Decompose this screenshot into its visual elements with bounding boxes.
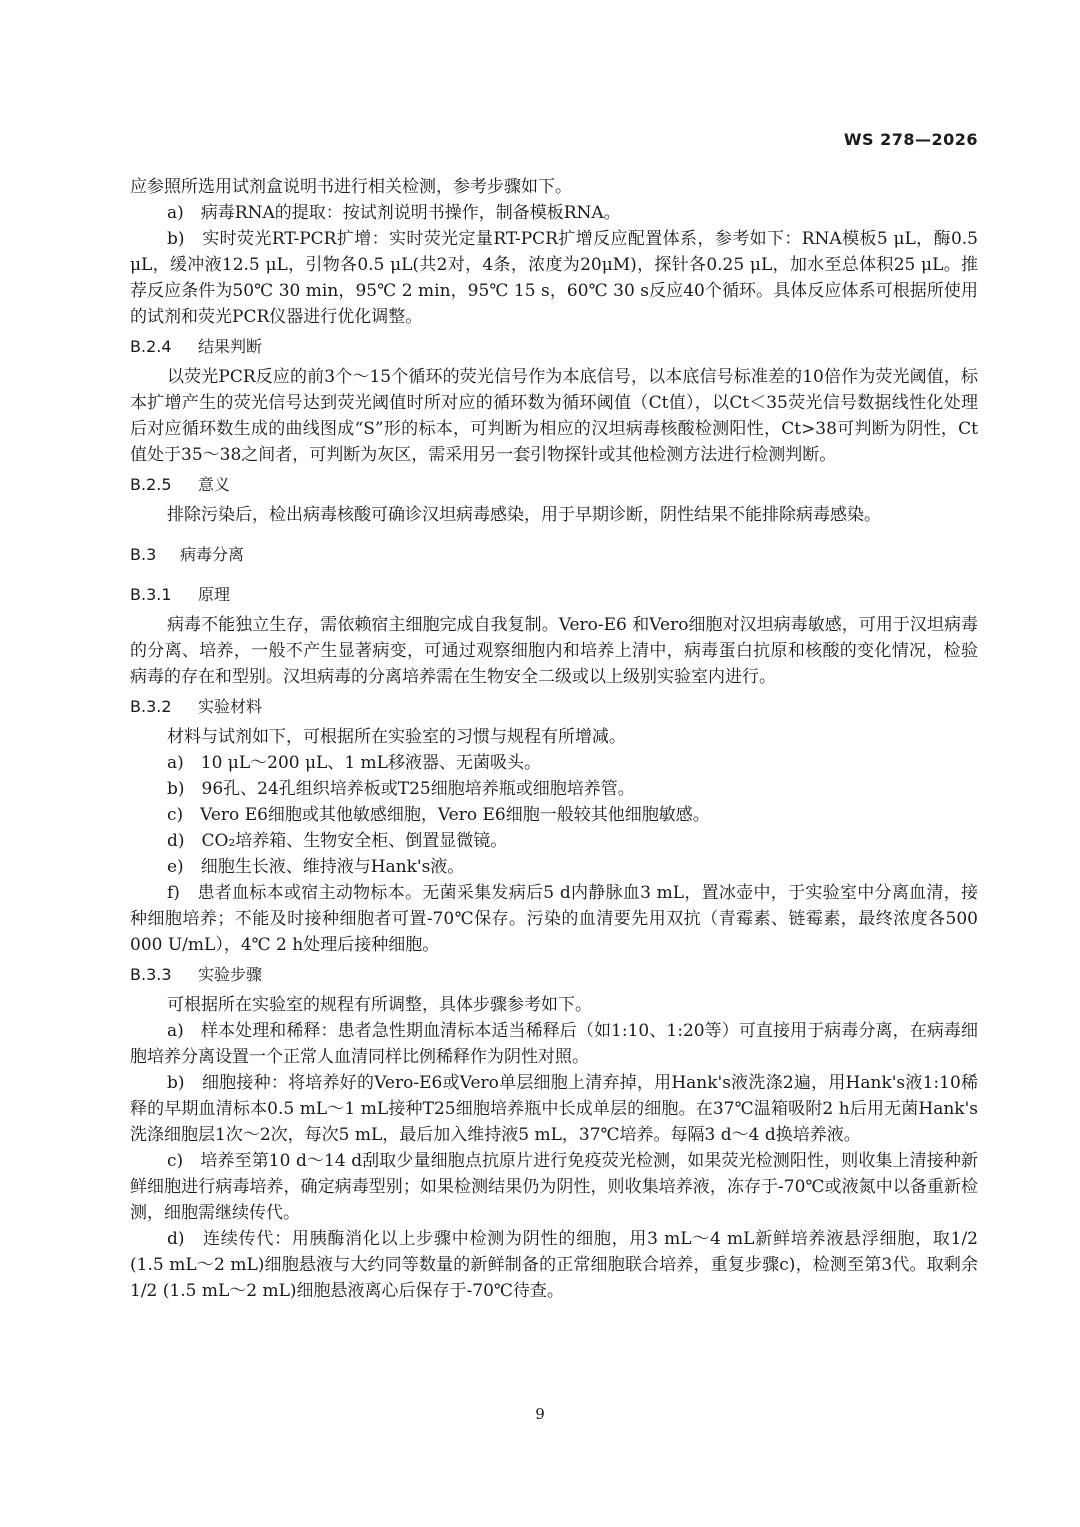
page-number: 9 [535, 1405, 545, 1423]
section-number: B.3.2 [130, 697, 172, 716]
b32-item-b: b) 96孔、24孔组织培养板或T25细胞培养瓶或细胞培养管。 [167, 779, 635, 799]
section-number: B.2.5 [130, 475, 172, 494]
section-heading-b24 [130, 330, 978, 364]
b24-paragraph: 以荧光PCR反应的前3个～15个循环的荧光信号作为本底信号，以本底信号标准差的10倍作为荧光阈值，标本扩增产生的荧光信号达到荧光阈值时所对应的循环数为循环阈值（Ct值），以Ct＜35荧光信号数据线性化处理后对应循环数生成的曲线图成“S”形的标本，可判断为相应的汉坦病毒核酸检测阳性，Ct>38可判断为阴性，Ct值处于35～38之间者，可判断为灰区，需采用另一套引物探针或其他检测方法进行检测判断。 [130, 367, 978, 465]
section-title: 实验步骤 [198, 965, 263, 984]
b25-paragraph: 排除污染后，检出病毒核酸可确诊汉坦病毒感染，用于早期诊断，阴性结果不能排除病毒感染。 [167, 505, 881, 525]
b33-item-b: b) 细胞接种：将培养好的Vero-E6或Vero单层细胞上清弃掉，用Hank's液洗涤2遍，用Hank's液1:10稀释的早期血清标本0.5 mL～1 mL接种T25细胞培养瓶中长成单层的细胞。在37℃温箱吸附2 h后用无菌Hank's洗涤细胞层1次～2次，每次5 mL，最后加入维持液5 mL，37℃培养。每隔3 d～4 d换培养液。 [130, 1073, 978, 1145]
section-heading-b32 [130, 690, 978, 724]
section-number: B.3 [130, 545, 157, 564]
section-heading-b3 [130, 528, 978, 578]
section-number: B.3.1 [130, 585, 172, 604]
intro-item-b: b) 实时荧光RT-PCR扩增：实时荧光定量RT-PCR扩增反应配置体系，参考如下：RNA模板5 μL，酶0.5 μL，缓冲液12.5 μL，引物各0.5 μL(共2对，4条，浓度为20μM)，探针各0.25 μL，加水至总体积25 μL。推荐反应条件为50℃ 30 min，95℃ 2 min，95℃ 15 s，60℃ 30 s反应40个循环。具体反应体系可根据所使用的试剂和荧光PCR仪器进行优化调整。 [130, 229, 978, 327]
b33-lead: 可根据所在实验室的规程有所调整，具体步骤参考如下。 [167, 995, 592, 1015]
section-title: 结果判断 [198, 337, 263, 356]
intro-item-a: a) 病毒RNA的提取：按试剂说明书操作，制备模板RNA。 [167, 203, 621, 223]
section-title: 意义 [198, 475, 231, 494]
b32-item-f: f) 患者血标本或宿主动物标本。无菌采集发病后5 d内静脉血3 mL，置冰壶中，于实验室中分离血清，接种细胞培养；不能及时接种细胞者可置-70℃保存。污染的血清要先用双抗（青霉素、链霉素，最终浓度各500 000 U/mL），4℃ 2 h处理后接种细胞。 [130, 883, 978, 955]
document-id-header: WS 278—2026 [843, 130, 978, 149]
b32-item-e: e) 细胞生长液、维持液与Hank's液。 [167, 857, 465, 877]
section-title: 实验材料 [198, 697, 263, 716]
section-number: B.2.4 [130, 337, 172, 356]
b32-lead: 材料与试剂如下，可根据所在实验室的习惯与规程有所增减。 [167, 727, 626, 747]
b33-item-c: c) 培养至第10 d～14 d刮取少量细胞点抗原片进行免疫荧光检测，如果荧光检测阳性，则收集上清接种新鲜细胞进行病毒培养，确定病毒型别；如果检测结果仍为阴性，则收集培养液，冻存于-70℃或液氮中以备重新检测，细胞需继续传代。 [130, 1151, 978, 1223]
page-body [130, 174, 978, 1304]
b32-item-a: a) 10 μL～200 μL、1 mL移液器、无菌吸头。 [167, 753, 541, 773]
section-heading-b25 [130, 468, 978, 502]
section-number: B.3.3 [130, 965, 172, 984]
section-heading-b33 [130, 958, 978, 992]
b31-paragraph: 病毒不能独立生存，需依赖宿主细胞完成自我复制。Vero-E6 和Vero细胞对汉坦病毒敏感，可用于汉坦病毒的分离、培养，一般不产生显著病变，可通过观察细胞内和培养上清中，病毒蛋白抗原和核酸的变化情况，检验病毒的存在和型别。汉坦病毒的分离培养需在生物安全二级或以上级别实验室内进行。 [130, 615, 978, 687]
section-title: 原理 [198, 585, 231, 604]
b32-item-d: d) CO₂培养箱、生物安全柜、倒置显微镜。 [167, 831, 508, 851]
section-title: 病毒分离 [180, 545, 245, 564]
b33-item-d: d) 连续传代：用胰酶消化以上步骤中检测为阴性的细胞，用3 mL～4 mL新鲜培养液悬浮细胞，取1/2 (1.5 mL～2 mL)细胞悬液与大约同等数量的新鲜制备的正常细胞联合培养，重复步骤c)，检测至第3代。取剩余1/2 (1.5 mL～2 mL)细胞悬液离心后保存于-70℃待查。 [130, 1229, 978, 1301]
intro-lead: 应参照所选用试剂盒说明书进行相关检测，参考步骤如下。 [130, 177, 572, 197]
b33-item-a: a) 样本处理和稀释：患者急性期血清标本适当稀释后（如1:10、1:20等）可直接用于病毒分离，在病毒细胞培养分离设置一个正常人血清同样比例稀释作为阴性对照。 [130, 1021, 978, 1067]
section-heading-b31 [130, 578, 978, 612]
b32-item-c: c) Vero E6细胞或其他敏感细胞，Vero E6细胞一般较其他细胞敏感。 [167, 805, 710, 825]
